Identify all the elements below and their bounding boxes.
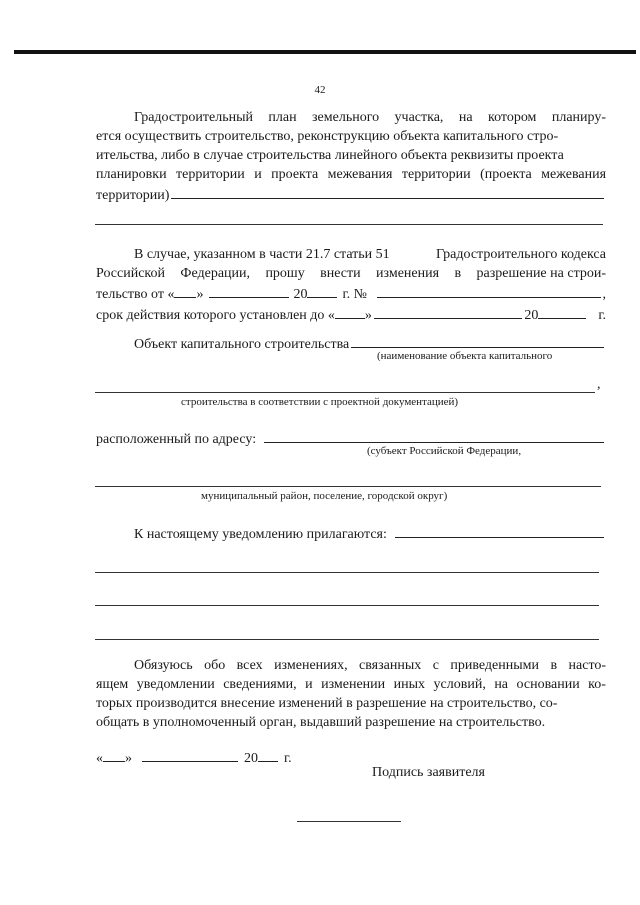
- text-line: [96, 108, 606, 127]
- sign-day-field[interactable]: [103, 747, 125, 762]
- text-line: [96, 428, 606, 449]
- word: Градостроительный: [134, 110, 253, 125]
- object-caption-2: строительства в соответствии с проектной документацией): [181, 396, 459, 408]
- permit-day-field[interactable]: [174, 283, 196, 298]
- attachments-row: [96, 523, 606, 544]
- text-line: [96, 656, 606, 675]
- text-line: [96, 283, 606, 304]
- word: всех: [236, 658, 263, 673]
- signature-label: Подпись заявителя: [372, 765, 485, 780]
- comma: ,: [597, 377, 601, 392]
- word: г.: [598, 308, 606, 323]
- word: на: [458, 110, 473, 125]
- address-label: расположенный по адресу:: [96, 432, 257, 447]
- word: г.: [284, 751, 292, 766]
- page-number: 42: [314, 84, 326, 96]
- address-row: [96, 428, 606, 449]
- word: и: [305, 677, 313, 692]
- word: связанных: [359, 658, 422, 673]
- word: планировки: [96, 167, 167, 182]
- word: «: [96, 751, 103, 766]
- object-label: Объект капитального строительства: [134, 337, 350, 352]
- address-field-line-2[interactable]: [95, 486, 601, 487]
- word: приведенными: [450, 658, 540, 673]
- word: участка,: [394, 110, 444, 125]
- word: территории: [176, 167, 245, 182]
- address-field[interactable]: [264, 428, 604, 443]
- word: Градостроительного кодекса: [435, 247, 606, 262]
- word: внести: [320, 266, 361, 281]
- object-name-field-line-2[interactable]: [95, 392, 595, 393]
- text-line: торых производится внесение изменений в разрешение на строительство, со-: [96, 696, 558, 711]
- word: ко-: [588, 677, 606, 692]
- text-line: [96, 184, 606, 205]
- word: изменениях,: [274, 658, 348, 673]
- text-line: [96, 264, 606, 283]
- word: сведениями,: [223, 677, 297, 692]
- word: план: [268, 110, 297, 125]
- word: в: [550, 658, 558, 673]
- attachments-field[interactable]: [395, 523, 604, 538]
- word: условий,: [433, 677, 486, 692]
- word: (проекта: [480, 167, 532, 182]
- expiry-year-field[interactable]: [538, 304, 586, 319]
- word: изменении: [321, 677, 386, 692]
- word: основании: [516, 677, 580, 692]
- word: ,: [602, 287, 606, 302]
- permit-month-field[interactable]: [209, 283, 289, 298]
- word: межевания: [541, 167, 607, 182]
- word: г. №: [342, 287, 368, 302]
- word: иных: [393, 677, 426, 692]
- word: Федерации,: [180, 266, 251, 281]
- address-caption-2: муниципальный район, поселение, городской округ): [201, 490, 448, 502]
- word: в: [454, 266, 462, 281]
- word: прошу: [265, 266, 305, 281]
- word: с: [432, 658, 439, 673]
- word: В случае, указанном в части 21.7 статьи 51: [134, 247, 390, 262]
- word: »: [196, 287, 204, 302]
- word: земельного: [312, 110, 380, 125]
- sign-year-field[interactable]: [258, 747, 278, 762]
- permit-number-field[interactable]: [377, 283, 600, 298]
- word: »: [364, 308, 372, 323]
- text-line: ительства, либо в случае строительства линейного объекта реквизиты проекта: [96, 148, 564, 163]
- text-line: [96, 165, 606, 184]
- word: ящем: [96, 677, 129, 692]
- paragraph-obligation: [96, 656, 606, 732]
- word: Российской: [96, 266, 165, 281]
- expiry-day-field[interactable]: [335, 304, 365, 319]
- word: на: [494, 677, 509, 692]
- text-line: [96, 747, 316, 768]
- urban-plan-field[interactable]: [171, 184, 604, 199]
- date-row: [96, 747, 316, 768]
- top-border-line: [14, 50, 636, 54]
- text-line: общать в уполномоченный орган, выдавший разрешение на строительство.: [96, 715, 546, 730]
- word: 20: [524, 308, 539, 323]
- word: насто-: [568, 658, 607, 673]
- word: срок действия которого установлен до «: [96, 308, 335, 323]
- attachments-line-3[interactable]: [95, 605, 599, 606]
- address-caption-1: (субъект Российской Федерации,: [367, 445, 522, 457]
- word: котором: [487, 110, 537, 125]
- attachments-line-2[interactable]: [95, 572, 599, 573]
- signature-field[interactable]: [297, 821, 401, 822]
- urban-plan-field-line-2[interactable]: [95, 224, 603, 225]
- expiry-month-field[interactable]: [374, 304, 522, 319]
- word: изменения: [376, 266, 440, 281]
- attachments-line-4[interactable]: [95, 639, 599, 640]
- word: территории): [96, 188, 170, 203]
- attachments-label: К настоящему уведомлению прилагаются:: [134, 527, 387, 542]
- paragraph-urban-plan: [96, 108, 606, 205]
- word: обо: [204, 658, 226, 673]
- word: уведомлении: [136, 677, 215, 692]
- text-line: ется осуществить строительство, реконструкцию объекта капитального стро-: [96, 129, 559, 144]
- word: межевания: [327, 167, 393, 182]
- word: и: [254, 167, 262, 182]
- text-line: [96, 523, 606, 544]
- text-line: [96, 304, 606, 325]
- word: Обязуюсь: [134, 658, 193, 673]
- object-name-field[interactable]: [351, 333, 604, 348]
- word: разрешение на строи-: [476, 266, 607, 281]
- word: территории: [401, 167, 471, 182]
- text-line: [96, 245, 606, 264]
- word: 20: [244, 751, 258, 766]
- word: планиру-: [551, 110, 606, 125]
- object-caption-1: (наименование объекта капитального: [377, 350, 553, 362]
- sign-month-field[interactable]: [142, 747, 238, 762]
- text-line: [96, 675, 606, 694]
- permit-year-field[interactable]: [307, 283, 337, 298]
- word: 20: [293, 287, 308, 302]
- word: тельство от «: [96, 287, 175, 302]
- word: проекта: [271, 167, 319, 182]
- word: »: [125, 751, 132, 766]
- paragraph-permit-change: [96, 245, 606, 325]
